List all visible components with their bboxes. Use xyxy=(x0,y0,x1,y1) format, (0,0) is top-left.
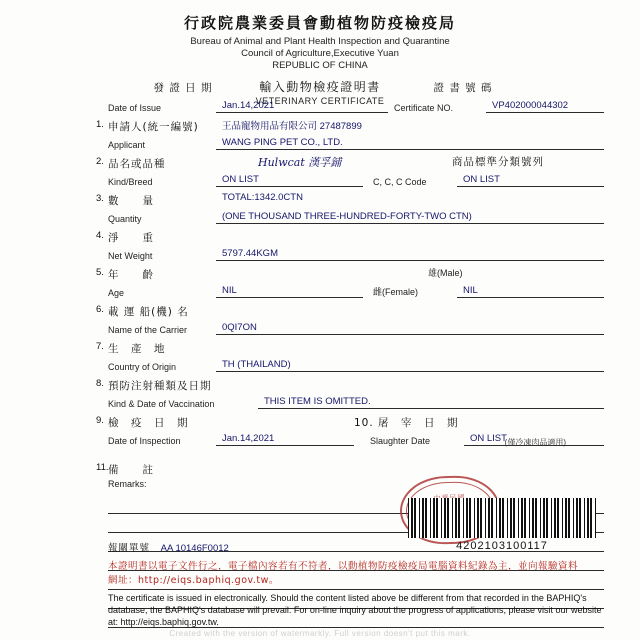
age-female-wrap xyxy=(457,282,604,298)
slaughter-value: ON LIST xyxy=(470,433,507,444)
quantity-label-en-box xyxy=(108,213,216,224)
ccc-label-en: C, C, C Code xyxy=(373,177,427,187)
field-number-6: 6. xyxy=(96,304,104,315)
applicant-label-en: Applicant xyxy=(108,140,146,150)
footer-note-cn-1: 本證明書以電子文件行之，電子檔內容若有不符者，以動植物防疫檢疫局電腦資料紀錄為主，並向報驗資料 xyxy=(108,561,579,572)
applicant-row xyxy=(108,134,604,150)
netweight-label-en-box xyxy=(108,250,216,261)
netweight-label-en: Net Weight xyxy=(108,251,153,261)
field-carrier xyxy=(96,304,604,335)
age-female-label-box xyxy=(363,284,457,298)
agency-title-chinese: 行政院農業委員會動植物防疫檢疫局 xyxy=(183,14,456,32)
kind-row xyxy=(108,171,604,187)
issue-date-value: Jan.14,2021 xyxy=(222,100,275,111)
age-row xyxy=(108,282,604,298)
origin-row xyxy=(108,356,604,372)
quantity-value-2: (ONE THOUSAND THREE-HUNDRED-FORTY-TWO CTN) xyxy=(222,211,472,222)
carrier-label-en: Name of the Carrier xyxy=(108,325,188,335)
field-number-2: 2. xyxy=(96,156,104,167)
quantity-label-cn: 數 量 xyxy=(108,195,154,207)
slaughter-label-cn-text: 屠 宰 日 期 xyxy=(378,417,459,429)
document-title-chinese: 輸入動物檢疫證明書 xyxy=(259,80,381,94)
issue-date-label-cn: 發 證 日 期 xyxy=(153,82,213,94)
vaccination-row xyxy=(108,393,604,409)
inspection-value-wrap xyxy=(216,430,354,446)
field-number-9: 9. xyxy=(96,415,104,426)
field-number-7: 7. xyxy=(96,341,104,352)
issue-row-values xyxy=(108,97,604,113)
cert-no-value: VP402000044302 xyxy=(492,100,569,111)
netweight-label-cn: 淨 重 xyxy=(108,232,154,244)
slaughter-label-en-box xyxy=(354,435,464,446)
applicant-value-wrap xyxy=(216,134,604,150)
inspection-value: Jan.14,2021 xyxy=(222,433,275,444)
inspection-label-cn: 檢 疫 日 期 xyxy=(108,417,189,429)
barcode-image xyxy=(408,498,596,538)
quantity-value-wrap xyxy=(216,208,604,224)
age-label-cn: 年 齡 xyxy=(108,269,154,281)
carrier-underline xyxy=(216,319,604,335)
field-inspection xyxy=(96,415,604,447)
field-number-1: 1. xyxy=(96,119,104,130)
field-quantity xyxy=(96,192,604,224)
quantity-row xyxy=(108,208,604,224)
declaration-label: 報關單號 xyxy=(108,543,151,554)
applicant-value-chinese: 王品寵物用品有限公司 27487899 xyxy=(222,121,362,132)
field-age xyxy=(96,267,604,298)
field-number-8: 8. xyxy=(96,378,104,389)
applicant-value: WANG PING PET CO., LTD. xyxy=(222,137,343,148)
field-number-3: 3. xyxy=(96,193,104,204)
vaccination-value: THIS ITEM IS OMITTED. xyxy=(264,396,371,407)
field-kind-breed xyxy=(96,156,604,187)
inspection-label-en: Date of Inspection xyxy=(108,436,181,446)
kind-label-en: Kind/Breed xyxy=(108,177,153,187)
declaration-number-block xyxy=(108,540,229,554)
remarks-label-cn: 備 註 xyxy=(108,464,154,476)
applicant-label-en-box xyxy=(108,139,216,150)
age-female-label: 雌(Female) xyxy=(373,287,419,297)
age-female-value: NIL xyxy=(463,285,478,296)
field-origin xyxy=(96,341,604,372)
carrier-label-cn: 載 運 船(機) 名 xyxy=(108,306,189,318)
vaccination-label-en-box xyxy=(108,398,258,409)
kind-label-cn: 品名或品種 xyxy=(108,158,166,170)
age-female-underline xyxy=(457,282,604,298)
kind-label-en-box xyxy=(108,176,216,187)
origin-label-cn: 生 產 地 xyxy=(108,343,166,355)
age-male-label: 雄(Male) xyxy=(428,268,463,278)
cert-no-label-en xyxy=(394,102,486,113)
slaughter-label-en: Slaughter Date xyxy=(370,436,431,446)
agency-title-english-3: REPUBLIC OF CHINA xyxy=(272,60,368,71)
origin-label-en: Country of Origin xyxy=(108,362,177,372)
field-net-weight xyxy=(96,230,604,261)
remarks-label-en: Remarks: xyxy=(108,479,147,489)
ccc-label-box xyxy=(363,176,457,187)
kind-handwritten-note: Hulwcat 漢孚鋪 xyxy=(258,156,342,169)
field-number-5: 5. xyxy=(96,267,104,278)
kind-value-wrap xyxy=(216,171,363,187)
vaccination-label-en: Kind & Date of Vaccination xyxy=(108,399,215,409)
inspection-label-en-box xyxy=(108,435,216,446)
barcode-number: 4202103100117 xyxy=(456,540,548,552)
quantity-label-en: Quantity xyxy=(108,214,142,224)
field-number-4: 4. xyxy=(96,230,104,241)
watermark-text: Created with the version of watermarkly. Full version doesn't put this mark. xyxy=(169,629,471,638)
vaccination-value-wrap xyxy=(258,393,604,409)
netweight-row xyxy=(108,245,604,261)
slaughter-note: (僅冷凍肉品適用) xyxy=(504,438,566,447)
applicant-label-cn: 申請人(統一編號) xyxy=(108,121,199,133)
footer-notes xyxy=(108,560,604,628)
carrier-label-en-box xyxy=(108,324,216,335)
carrier-row xyxy=(108,319,604,335)
vaccination-label-cn: 預防注射種類及日期 xyxy=(108,380,212,392)
netweight-value-wrap xyxy=(216,245,604,261)
age-male-underline xyxy=(216,282,363,298)
origin-value: TH (THAILAND) xyxy=(222,359,291,370)
field-number-10: 10. xyxy=(354,417,374,429)
age-male-value: NIL xyxy=(222,285,237,296)
agency-title-english-2: Council of Agriculture,Executive Yuan xyxy=(241,48,399,59)
slaughter-label-cn xyxy=(354,415,459,430)
kind-value: ON LIST xyxy=(222,174,259,185)
origin-label-en-box xyxy=(108,361,216,372)
cert-no-en-text: Certificate NO. xyxy=(394,103,454,113)
cert-no-block xyxy=(388,80,604,95)
footer-note-en: The certificate is issued in electronically. Should the content listed above be different from that recorded in the BAPHIQ's database, the BAPHIQ's database will prevail. For on-line inquiry about the progress of applications, please visit our website at: http://eiqs.baphiq.gov.tw. xyxy=(108,592,602,627)
ccc-label-cn: 商品標準分類號列 xyxy=(452,156,544,168)
issue-date-label-en xyxy=(108,102,216,113)
age-male-wrap xyxy=(216,282,363,298)
origin-value-wrap xyxy=(216,356,604,372)
cert-no-value-wrap xyxy=(486,97,604,113)
ccc-value-wrap xyxy=(457,171,604,187)
declaration-value: AA 10146F0012 xyxy=(160,543,229,554)
field-number-11: 11. xyxy=(96,462,109,473)
issue-date-block xyxy=(108,80,388,95)
quantity-value-1: TOTAL:1342.0CTN xyxy=(222,192,303,203)
cert-no-field xyxy=(394,97,604,113)
agency-title-english-1: Bureau of Animal and Plant Health Inspection and Quarantine xyxy=(190,36,450,47)
issue-date-field xyxy=(108,97,388,113)
age-label-en: Age xyxy=(108,288,125,298)
issue-row xyxy=(108,80,604,95)
ccc-value: ON LIST xyxy=(463,174,500,185)
carrier-value: 0QI7ON xyxy=(222,322,257,333)
age-label-en-box xyxy=(108,287,216,298)
field-vaccination xyxy=(96,378,604,409)
issue-date-en-text: Date of Issue xyxy=(108,103,162,113)
cert-no-label-cn: 證 書 號 碼 xyxy=(433,82,493,94)
document-title-english: VETERINARY CERTIFICATE xyxy=(255,96,385,106)
issue-date-value-wrap xyxy=(216,97,388,113)
carrier-value-wrap xyxy=(216,319,604,335)
field-applicant xyxy=(96,119,604,150)
footer-note-cn-2: 網址：http://eiqs.baphiq.gov.tw。 xyxy=(108,574,279,586)
netweight-value: 5797.44KGM xyxy=(222,248,278,259)
